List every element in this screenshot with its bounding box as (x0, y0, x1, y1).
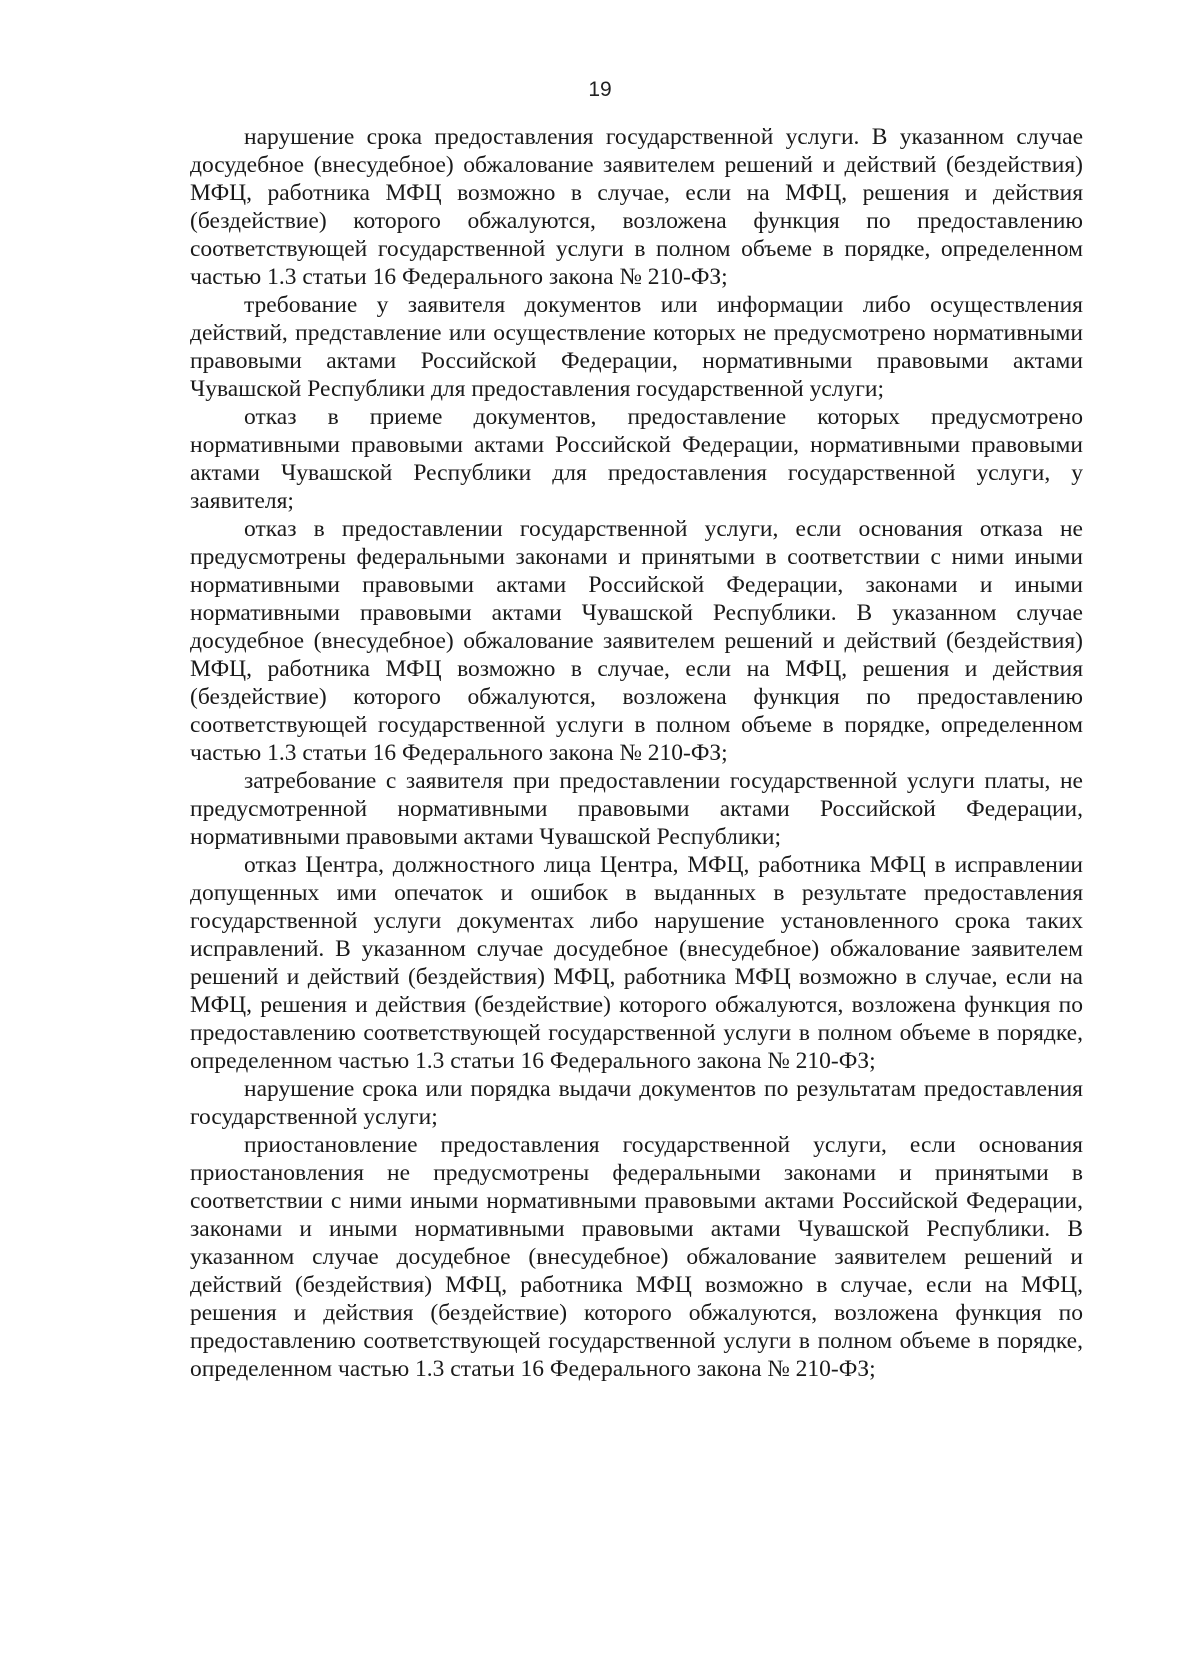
paragraph-refusal-acceptance: отказ в приеме документов, предоставление которых предусмотрено нормативными правовыми актами Российской Федерации, нормативными правовыми актами Чувашской Республики для предоставления государственной услуги, у заявителя; (190, 404, 1083, 514)
document-body (190, 123, 1083, 1383)
paragraph-refusal-correction: отказ Центра, должностного лица Центра, МФЦ, работника МФЦ в исправлении допущенных ими опечаток и ошибок в выданных в результате предоставления государственной услуги документах либо нарушение установленного срока таких исправлений. В указанном случае досудебное (внесудебное) обжалование заявителем решений и действий (бездействия) МФЦ, работника МФЦ возможно в случае, если на МФЦ, решения и действия (бездействие) которого обжалуются, возложена функция по предоставлению соответствующей государственной услуги в полном объеме в порядке, определенном частью 1.3 статьи 16 Федерального закона № 210-ФЗ; (190, 852, 1083, 1074)
page-number: 19 (588, 78, 612, 101)
paragraph-deadline-violation: нарушение срока предоставления государственной услуги. В указанном случае досудебное (внесудебное) обжалование заявителем решений и действий (бездействия) МФЦ, работника МФЦ возможно в случае, если на МФЦ, решения и действия (бездействие) которого обжалуются, возложена функция по предоставлению соответствующей государственной услуги в полном объеме в порядке, определенном частью 1.3 статьи 16 Федерального закона № 210-ФЗ; (190, 124, 1083, 290)
paragraph-refusal-service: отказ в предоставлении государственной услуги, если основания отказа не предусмотрены федеральными законами и принятыми в соответствии с ними иными нормативными правовыми актами Российской Федерации, законами и иными нормативными правовыми актами Чувашской Республики. В указанном случае досудебное (внесудебное) обжалование заявителем решений и действий (бездействия) МФЦ, работника МФЦ возможно в случае, если на МФЦ, решения и действия (бездействие) которого обжалуются, возложена функция по предоставлению соответствующей государственной услуги в полном объеме в порядке, определенном частью 1.3 статьи 16 Федерального закона № 210-ФЗ; (190, 516, 1083, 766)
paragraph-fee-demand: затребование с заявителя при предоставлении государственной услуги платы, не предусмотренной нормативными правовыми актами Российской Федерации, нормативными правовыми актами Чувашской Республики; (190, 768, 1083, 850)
paragraph-excess-documents: требование у заявителя документов или информации либо осуществления действий, представление или осуществление которых не предусмотрено нормативными правовыми актами Российской Федерации, нормативными правовыми актами Чувашской Республики для предоставления государственной услуги; (190, 292, 1083, 402)
paragraph-issuance-violation: нарушение срока или порядка выдачи документов по результатам предоставления государственной услуги; (190, 1076, 1083, 1130)
paragraph-suspension: приостановление предоставления государственной услуги, если основания приостановления не предусмотрены федеральными законами и принятыми в соответствии с ними иными нормативными правовыми актами Российской Федерации, законами и иными нормативными правовыми актами Чувашской Республики. В указанном случае досудебное (внесудебное) обжалование заявителем решений и действий (бездействия) МФЦ, работника МФЦ возможно в случае, если на МФЦ, решения и действия (бездействие) которого обжалуются, возложена функция по предоставлению соответствующей государственной услуги в полном объеме в порядке, определенном частью 1.3 статьи 16 Федерального закона № 210-ФЗ; (190, 1132, 1083, 1382)
